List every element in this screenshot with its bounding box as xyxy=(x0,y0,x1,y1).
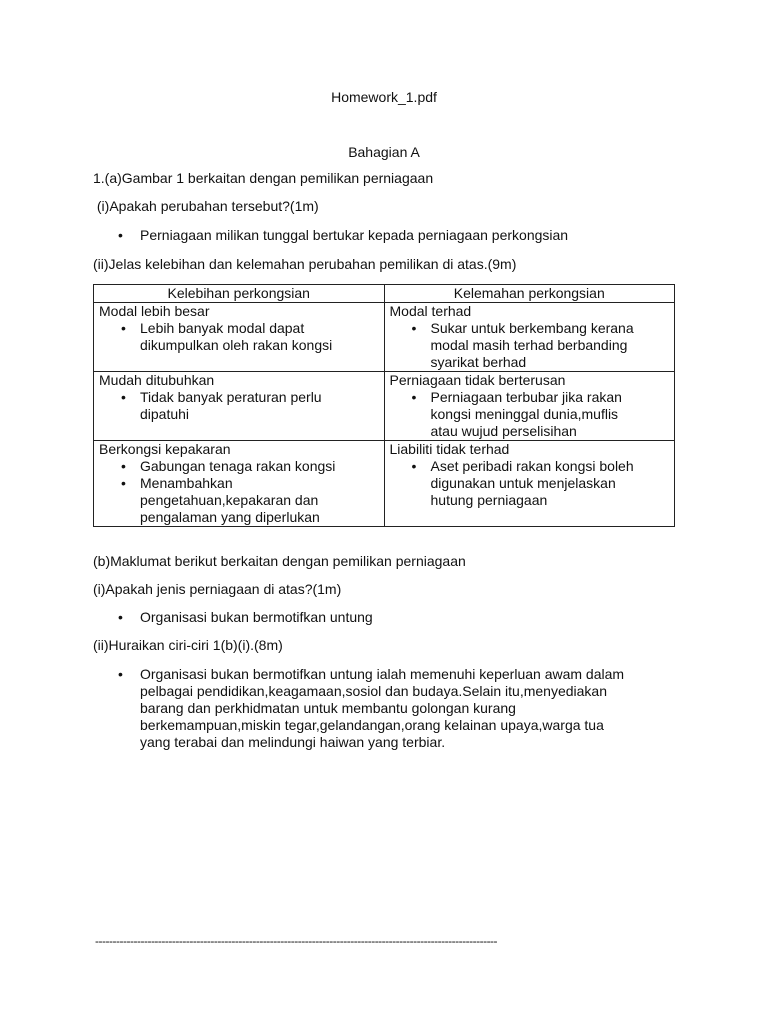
line: kongsi meninggal dunia,muflis xyxy=(430,406,619,422)
table-cell xyxy=(384,372,675,441)
cell-heading: Modal lebih besar xyxy=(99,303,210,319)
table-header-row xyxy=(94,285,675,303)
answer-1a-i: • Perniagaan milikan tunggal bertukar kepada perniagaan perkongsian xyxy=(140,227,568,244)
line: Tidak banyak peraturan perlu xyxy=(140,389,322,405)
line: • Organisasi bukan bermotifkan untung ialah memenuhi keperluan awam dalam xyxy=(140,666,625,682)
table-cell xyxy=(94,372,385,441)
table-row xyxy=(94,372,675,441)
cell-heading: Berkongsi kepakaran xyxy=(99,441,231,457)
header-disadvantages: Kelemahan perkongsian xyxy=(384,285,675,303)
list-item: • Gabungan tenaga rakan kongsi xyxy=(99,458,379,475)
line: hutung perniagaan xyxy=(430,492,548,508)
document-title: Homework_1.pdf xyxy=(331,89,437,105)
question-1b-i: (i)Apakah jenis perniagaan di atas?(1m) xyxy=(93,581,342,597)
line: modal masih terhad berbanding xyxy=(430,337,628,353)
table-cell xyxy=(384,303,675,372)
line: Menambahkan xyxy=(140,475,233,491)
line: barang dan perkhidmatan untuk membantu golongan kurang xyxy=(140,700,516,716)
question-1a: 1.(a)Gambar 1 berkaitan dengan pemilikan perniagaan xyxy=(93,170,434,186)
table-cell xyxy=(94,303,385,372)
line: syarikat berhad xyxy=(430,354,527,370)
answer-1b-i: • Organisasi bukan bermotifkan untung xyxy=(140,609,373,626)
cell-heading: Liabiliti tidak terhad xyxy=(389,441,510,457)
list-item: • Tidak banyak peraturan perlu dipatuhi xyxy=(99,389,379,423)
table-row xyxy=(94,441,675,527)
list-item: • Perniagaan terbubar jika rakan kongsi meninggal dunia,muflis atau wujud perselisihan xyxy=(390,389,670,440)
table-row xyxy=(94,303,675,372)
cell-heading: Modal terhad xyxy=(389,303,472,319)
line: pelbagai pendidikan,keagamaan,sosiol dan budaya.Selain itu,menyediakan xyxy=(140,683,608,699)
cell-heading: Mudah ditubuhkan xyxy=(99,372,215,388)
line: berkemampuan,miskin tegar,gelandangan,orang kelainan upaya,warga tua xyxy=(140,717,604,733)
table-cell xyxy=(384,441,675,527)
question-1b-ii: (ii)Huraikan ciri-ciri 1(b)(i).(8m) xyxy=(93,637,283,653)
line: dikumpulkan oleh rakan kongsi xyxy=(140,337,333,353)
footer-rule: ------------------------------------------------------------------------------------------------------------------- xyxy=(95,934,498,948)
list-item: • Menambahkan pengetahuan,kepakaran dan pengalaman yang diperlukan xyxy=(99,475,379,526)
line: yang terabai dan melindungi haiwan yang terbiar. xyxy=(140,734,446,750)
line: Lebih banyak modal dapat xyxy=(140,320,305,336)
list-item: • Aset peribadi rakan kongsi boleh digunakan untuk menjelaskan hutung perniagaan xyxy=(390,458,670,509)
line: pengalaman yang diperlukan xyxy=(140,509,320,525)
table-cell xyxy=(94,441,385,527)
question-1a-ii: (ii)Jelas kelebihan dan kelemahan perubahan pemilikan di atas.(9m) xyxy=(93,256,517,272)
question-1b: (b)Maklumat berikut berkaitan dengan pemilikan perniagaan xyxy=(93,553,466,569)
line: digunakan untuk menjelaskan xyxy=(430,475,616,491)
comparison-table xyxy=(93,284,675,527)
line: Perniagaan terbubar jika rakan xyxy=(430,389,622,405)
list-item: • Sukar untuk berkembang kerana modal masih terhad berbanding syarikat berhad xyxy=(390,320,670,371)
line: pengetahuan,kepakaran dan xyxy=(140,492,319,508)
line: Aset peribadi rakan kongsi boleh xyxy=(430,458,634,474)
section-heading: Bahagian A xyxy=(348,144,420,160)
line: Gabungan tenaga rakan kongsi xyxy=(140,458,336,474)
line: dipatuhi xyxy=(140,406,190,422)
cell-heading: Perniagaan tidak berterusan xyxy=(389,372,566,388)
header-advantages: Kelebihan perkongsian xyxy=(94,285,385,303)
list-item: • Lebih banyak modal dapat dikumpulkan oleh rakan kongsi xyxy=(99,320,379,354)
line: Sukar untuk berkembang kerana xyxy=(430,320,634,336)
answer-1b-ii xyxy=(140,666,624,751)
question-1a-i: (i)Apakah perubahan tersebut?(1m) xyxy=(93,198,319,214)
line: atau wujud perselisihan xyxy=(430,423,577,439)
